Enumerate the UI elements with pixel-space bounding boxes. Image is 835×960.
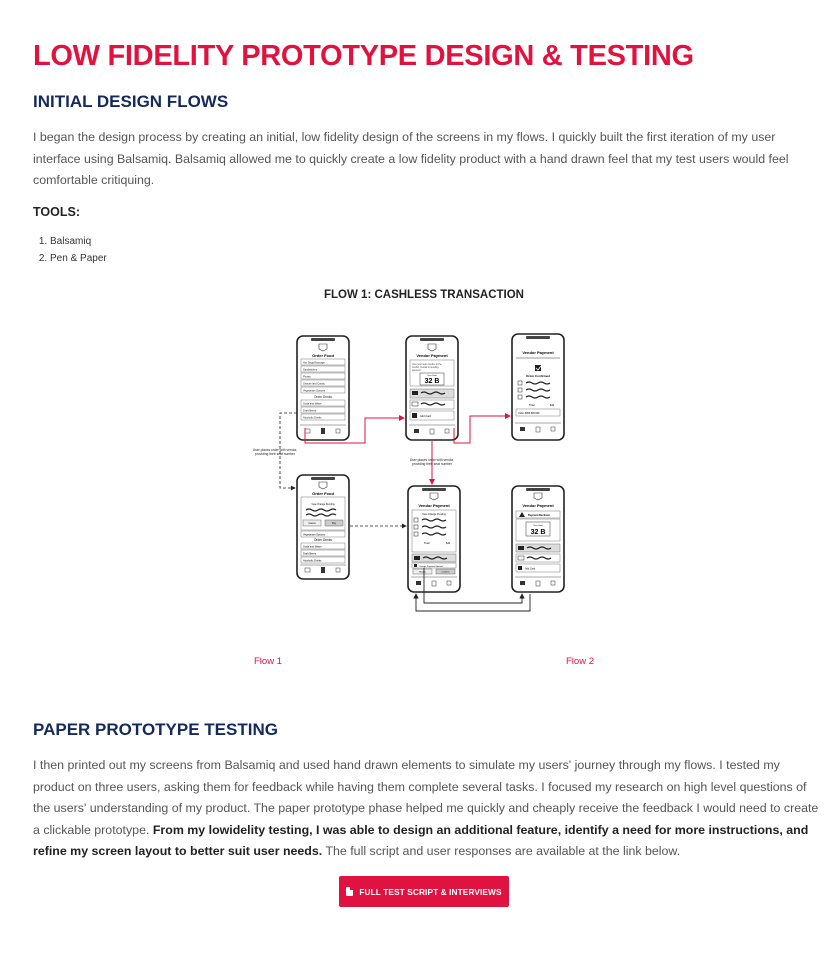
svg-text:Your Seat: Your Seat [533,525,543,527]
phone-vendor-payment [406,336,458,440]
caption-flow-2: Flow 2 [566,656,594,667]
svg-text:payment.: payment. [412,370,422,372]
svg-text:Add Card: Add Card [420,415,431,418]
svg-text:Vendor Payment: Vendor Payment [522,350,554,355]
phone-payment-declined [512,486,564,592]
page-title: LOW FIDELITY PROTOTYPE DESIGN & TESTING [33,40,694,72]
svg-text:Order #### ### ###: Order #### ### ### [518,412,540,415]
svg-text:Change Payment Method: Change Payment Method [419,566,443,568]
svg-text:Order Confirmed: Order Confirmed [525,374,551,378]
svg-text:Vendor Payment: Vendor Payment [522,503,554,508]
list-item: 1. Balsamiq [50,233,107,250]
flow-diagram [0,318,835,648]
svg-text:32 B: 32 B [424,378,440,385]
tools-label: TOOLS: [33,205,80,219]
intro-paragraph: I began the design process by creating an initial, low fidelity design of the screens in my flows. I quickly built the first iteration of my user interface using Balsamiq. Balsamiq allowed me to quickly create a low fidelity product with a hand drawn feel that my test users would feel comfortable critiquing. [33,130,789,187]
svg-text:Soda and Water: Soda and Water [303,402,322,406]
svg-text:User places order with vendor,: User places order with vendor, [409,458,455,462]
svg-text:Order Drinks: Order Drinks [313,538,333,542]
svg-text:Vegetarian Options: Vegetarian Options [303,533,326,537]
svg-text:Alcoholic Drinks: Alcoholic Drinks [303,559,322,563]
list-item: 2. Pen & Paper [50,250,107,267]
svg-text:Vegetarian Options: Vegetarian Options [303,389,326,393]
svg-text:Modify: Modify [419,571,426,574]
svg-text:Pizzas: Pizzas [303,375,311,379]
button-label: FULL TEST SCRIPT & INTERVIEWS [359,886,502,897]
svg-text:Vendor Payment: Vendor Payment [418,503,450,508]
svg-text:Vendor Payment: Vendor Payment [416,353,448,358]
section-heading-initial-design-flows: INITIAL DESIGN FLOWS [33,92,229,111]
svg-text:Confirm: Confirm [441,571,450,574]
diagram-notes [253,448,455,466]
diagram-title: FLOW 1: CASHLESS TRANSACTION [324,289,524,301]
svg-text:providing their seat number: providing their seat number [255,452,295,456]
svg-text:View Orange Pending: View Orange Pending [311,503,335,506]
svg-text:Add Card: Add Card [525,567,536,571]
screen-title: Order Food [312,353,334,358]
svg-text:Total: Total [424,542,430,545]
svg-text:Draft Beers: Draft Beers [303,552,317,556]
svg-text:Sandwiches: Sandwiches [303,368,317,372]
section-heading-paper-prototype: PAPER PROTOTYPE TESTING [33,720,278,739]
svg-text:providing their seat number: providing their seat number [412,462,452,466]
document-icon [346,887,353,896]
svg-text:$44: $44 [446,542,451,545]
svg-text:Alcoholic Drinks: Alcoholic Drinks [303,416,322,420]
phone-vendor-payment-pending [408,486,460,592]
key-findings-text: From my lowidelity testing, I was able to design an additional feature, identify a need for more instructions, and refine my screen layout to better suit user needs. [33,822,809,858]
caption-flow-1: Flow 1 [254,656,282,667]
svg-text:Snacks and Candy: Snacks and Candy [303,382,325,386]
svg-text:User places order with vendor,: User places order with vendor, [252,448,298,452]
testing-paragraph: I then printed out my screens from Balsamiq and used hand drawn elements to simulate my users' journey through my flows. I tested my product on three users, asking them for feedback while having them complete several tasks. I focused my research on high level questions of the users' understanding of my product. The paper prototype phase helped me quickly and cheaply receive the feedback I would need to create a clickable prototype. From my lowidelity testing, I was able to design an additional feature, identify a need for more instructions, and refine my screen layout to better suit user needs. The full script and user responses are available at the link below. [33,758,819,858]
svg-text:View Change Pending: View Change Pending [422,513,446,516]
svg-text:Your Seat: Your Seat [427,375,437,377]
tools-list [33,233,107,267]
svg-text:Give your seat number to the: Give your seat number to the [412,364,442,366]
full-test-script-button[interactable] [339,876,509,907]
phone-order-food-pending [297,475,349,579]
svg-text:Draft Beers: Draft Beers [303,409,317,413]
svg-text:Hot Dogs/Sausage: Hot Dogs/Sausage [303,361,325,365]
svg-text:vendor. Vendor is sending: vendor. Vendor is sending [412,367,439,369]
svg-text:32 B: 32 B [530,529,546,536]
svg-text:Order Food: Order Food [312,491,334,496]
svg-text:$44: $44 [550,404,555,407]
phone-order-confirmed [512,334,564,440]
svg-text:Total: Total [529,404,535,407]
svg-text:Payment Declined: Payment Declined [528,514,550,517]
svg-text:Cancel: Cancel [308,523,316,525]
svg-text:Order Drinks: Order Drinks [313,395,333,399]
svg-text:Pay: Pay [332,523,336,525]
svg-text:Soda and Water: Soda and Water [303,545,322,549]
phone-order-food [297,336,349,440]
